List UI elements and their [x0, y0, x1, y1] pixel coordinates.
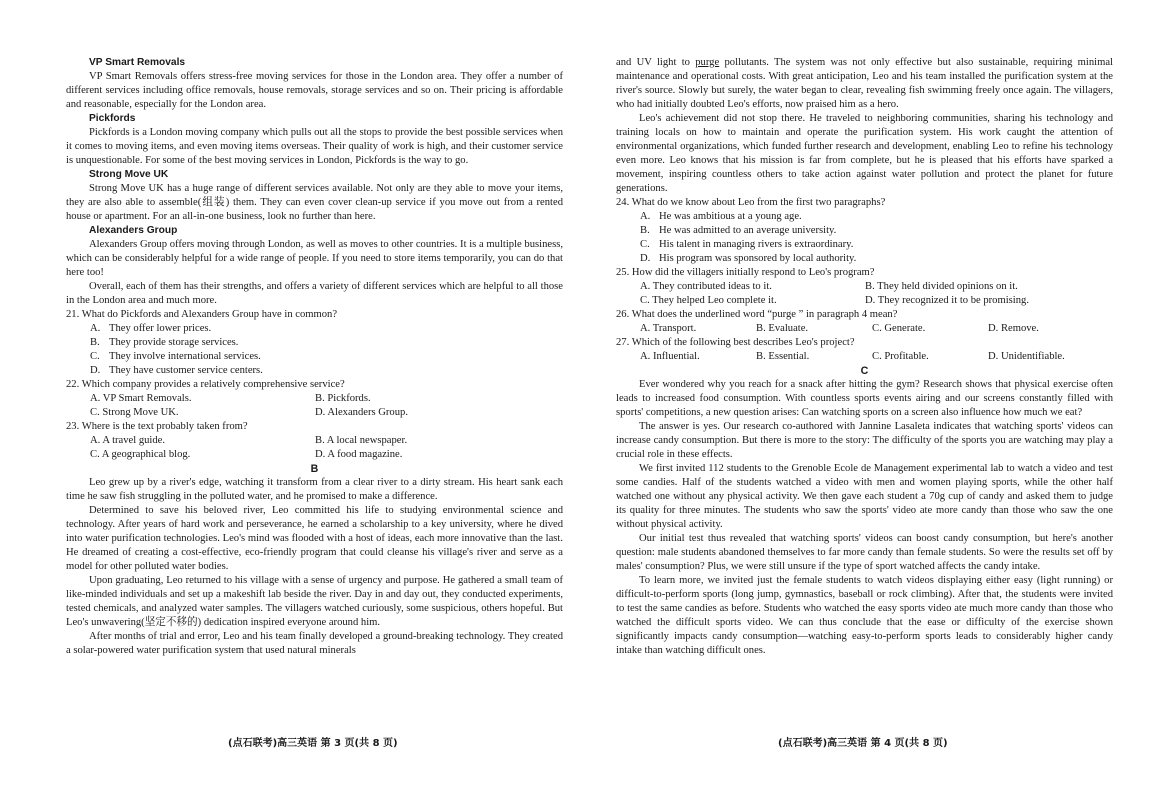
question-27: 27. Which of the following best describes Leo's project?: [616, 337, 855, 348]
text-run: and UV light to: [616, 57, 696, 68]
option-text: They offer lower prices.: [109, 323, 212, 334]
paragraph-c-4: Our initial test thus revealed that watching sports' videos can boost candy consumption, but here's another question: male students abandoned themselves to far more candy than female students. So were the results set off by males' consumption? Plus, we were still unsure if the type of sport watched affects the candy intake.: [616, 533, 1113, 572]
paragraph-c-1: Ever wondered why you reach for a snack after hitting the gym? Research shows that physical exercise often leads to increased food consumption. With countless sports events airing and our screens constantly filled with sports' competitions, a new question arises: Can watching sports on a screen also influence how much we eat?: [616, 379, 1113, 418]
option-22-d: D. Alexanders Group.: [315, 407, 408, 418]
option-26-c: C. Generate.: [872, 323, 926, 334]
option-21-b: [66, 336, 563, 350]
option-letter: D.: [90, 365, 101, 376]
question-25: 25. How did the villagers initially respond to Leo's program?: [616, 267, 875, 278]
option-text: His program was sponsored by local authority.: [659, 253, 857, 264]
option-letter: B.: [90, 337, 100, 348]
option-23-b: B. A local newspaper.: [315, 435, 408, 446]
paragraph-pickfords: Pickfords is a London moving company which pulls out all the stops to provide the best possible services when it comes to moving items, and even moving items overseas. Their quality of work is high, and their customer service is unquestionable. For some of the best moving services in London, Pickfords is the way to go.: [66, 127, 563, 166]
text-run: pollutants. The system was not only effective but also sustainable, requiring minimal maintenance and operational costs. With great anticipation, Leo and his team installed the purification system at the river's source. Slowly but surely, the water began to clear, revealing fish swimming freely once again. The villagers, who had initially doubted Leo's efforts, now praised him as a hero.: [616, 57, 1113, 110]
left-page: [66, 56, 563, 658]
paragraph-c-3: We first invited 112 students to the Grenoble Ecole de Management experimental lab to watch a video and test some candies. Half of the students watched a video with men and women playing sports, while the other half watched one without any physical activity. We then gave each student a 70g cup of candy and asked them to judge its quality for three minutes. The students who saw the sports' video ate more candy than those who saw the one without physical activity.: [616, 463, 1113, 530]
question-21: 21. What do Pickfords and Alexanders Group have in common?: [66, 309, 338, 320]
heading-alexanders-group: Alexanders Group: [89, 225, 178, 236]
paragraph-b-2: Determined to save his beloved river, Leo committed his life to studying environmental science and technology. After years of hard work and perseverance, he earned a scholarship to a key university, where he dived into water purification technologies. Leo's mind was flooded with a host of ideas, each more innovative than the last. He dreamed of creating a cost-effective, eco-friendly program that could cleanse his village's river and serve as a model for other polluted water bodies.: [66, 505, 563, 572]
paragraph-b-4-continued: [616, 56, 1113, 112]
option-text: They involve international services.: [109, 351, 261, 362]
option-23-d: D. A food magazine.: [315, 449, 403, 460]
option-text: He was admitted to an average university.: [659, 225, 837, 236]
option-letter: A.: [640, 211, 651, 222]
option-text: They provide storage services.: [109, 337, 239, 348]
option-text: They have customer service centers.: [109, 365, 263, 376]
option-26-b: B. Evaluate.: [756, 323, 809, 334]
option-22-b: B. Pickfords.: [315, 393, 371, 404]
options-23-row-2: [66, 448, 563, 462]
option-letter: C.: [640, 239, 650, 250]
option-text: His talent in managing rivers is extraordinary.: [659, 239, 854, 250]
option-24-a: [616, 210, 1113, 224]
heading-strong-move-uk: Strong Move UK: [89, 169, 169, 180]
section-b-heading: B: [310, 463, 319, 475]
paragraph-alexanders-group: Alexanders Group offers moving through London, as well as moves to other countries. It is a multiple business, which can be considerably helpful for a wide range of people. If you need to store items temporarily, you can do that here too!: [66, 239, 563, 278]
option-22-c: C. Strong Move UK.: [90, 407, 179, 418]
option-24-d: [616, 252, 1113, 266]
options-22-row-1: [66, 392, 563, 406]
question-22: 22. Which company provides a relatively comprehensive service?: [66, 379, 345, 390]
section-c-heading: C: [860, 365, 869, 377]
options-27: [616, 350, 1113, 364]
option-text: He was ambitious at a young age.: [659, 211, 802, 222]
paragraph-b-1: Leo grew up by a river's edge, watching it transform from a clear river to a dirty stream. His heart sank each time he saw fish struggling in the polluted water, and he promised to make a difference.: [66, 477, 563, 502]
options-26: [616, 322, 1113, 336]
paragraph-strong-move-uk: Strong Move UK has a huge range of different services available. Not only are they able to move your items, they are also able to assemble(组装) them. They can even cover clean-up service if you move out from a rented house or apartment. For an all-in-one business, look no further than here.: [66, 183, 563, 222]
option-26-d: D. Remove.: [988, 323, 1039, 334]
option-24-b: [616, 224, 1113, 238]
option-27-b: B. Essential.: [756, 351, 810, 362]
options-25-row-2: [616, 294, 1113, 308]
option-letter: D.: [640, 253, 651, 264]
heading-pickfords: Pickfords: [89, 113, 136, 124]
option-letter: A.: [90, 323, 101, 334]
question-23: 23. Where is the text probably taken from?: [66, 421, 248, 432]
paragraph-vp-smart-removals: VP Smart Removals offers stress-free moving services for those in the London area. They offer a number of different services including office removals, house removals, storage services and so on. Their pricing is affordable and reasonable, especially for the London area.: [66, 71, 563, 110]
paragraph-c-2: The answer is yes. Our research co-authored with Jannine Lasaleta indicates that watching sports' videos can increase candy consumption. But there is more to the story: The difficulty of the sports you are watching may play a crucial role in these effects.: [616, 421, 1113, 460]
page-footer-right: (点石联考)高三英语 第 4 页(共 8 页): [778, 738, 948, 749]
option-25-c: C. They helped Leo complete it.: [640, 295, 777, 306]
option-23-c: C. A geographical blog.: [90, 449, 191, 460]
page-footer-left: (点石联考)高三英语 第 3 页(共 8 页): [228, 738, 398, 749]
option-21-a: [66, 322, 563, 336]
option-27-d: D. Unidentifiable.: [988, 351, 1065, 362]
option-24-c: [616, 238, 1113, 252]
option-25-a: A. They contributed ideas to it.: [640, 281, 772, 292]
option-21-c: [66, 350, 563, 364]
paragraph-c-5: To learn more, we invited just the female students to watch videos displaying either easy (light running) or difficult-to-perform sports (long jump, gymnastics, baseball or rock climbing). After that, the students were invited to test the same candies as before. Students who watched the easy sports video ate much more candy than those who watched the difficult sports video. We can thus conclude that the ease or difficulty of the exercise shown significantly impacts candy consumption—watching easy-to-perform sports leads to considerably higher candy intake than watching difficult ones.: [616, 575, 1113, 656]
option-22-a: A. VP Smart Removals.: [90, 393, 192, 404]
paragraph-overall: Overall, each of them has their strengths, and offers a variety of different services which are helpful to all those in the London area and much more.: [66, 281, 563, 306]
option-21-d: [66, 364, 563, 378]
option-25-d: D. They recognized it to be promising.: [865, 295, 1029, 306]
option-letter: C.: [90, 351, 100, 362]
paragraph-b-5: Leo's achievement did not stop there. He traveled to neighboring communities, sharing his technology and training locals on how to maintain and operate the purification system. His work caught the attention of environmental organizations, which funded further research and development, enabling Leo to refine his technology even more. Leo knows that his mission is far from complete, but he is pleased that his efforts have sparked a movement, inspiring countless others to take action against water pollution and protect the planet for future generations.: [616, 113, 1113, 194]
options-23-row-1: [66, 434, 563, 448]
option-27-a: A. Influential.: [640, 351, 700, 362]
paragraph-b-3: Upon graduating, Leo returned to his village with a sense of urgency and purpose. He gathered a small team of like-minded individuals and set up a makeshift lab beside the river. Day in and day out, they conducted experiments, tested chemicals, and analyzed water samples. The villagers watched curiously, some suspicious, others hopeful. But Leo's unwavering(坚定不移的) dedication inspired everyone around him.: [66, 575, 563, 628]
options-22-row-2: [66, 406, 563, 420]
option-letter: B.: [640, 225, 650, 236]
option-23-a: A. A travel guide.: [90, 435, 166, 446]
heading-vp-smart-removals: VP Smart Removals: [89, 57, 186, 68]
option-26-a: A. Transport.: [640, 323, 697, 334]
option-25-b: B. They held divided opinions on it.: [865, 281, 1018, 292]
question-26: 26. What does the underlined word “purge ” in paragraph 4 mean?: [616, 309, 898, 320]
right-page: [616, 56, 1113, 658]
paragraph-b-4: After months of trial and error, Leo and his team finally developed a ground-breaking technology. They created a solar-powered water purification system that used natural minerals: [66, 631, 563, 656]
option-27-c: C. Profitable.: [872, 351, 929, 362]
question-24: 24. What do we know about Leo from the first two paragraphs?: [616, 197, 886, 208]
options-25-row-1: [616, 280, 1113, 294]
underlined-word-purge: purge: [695, 57, 720, 68]
